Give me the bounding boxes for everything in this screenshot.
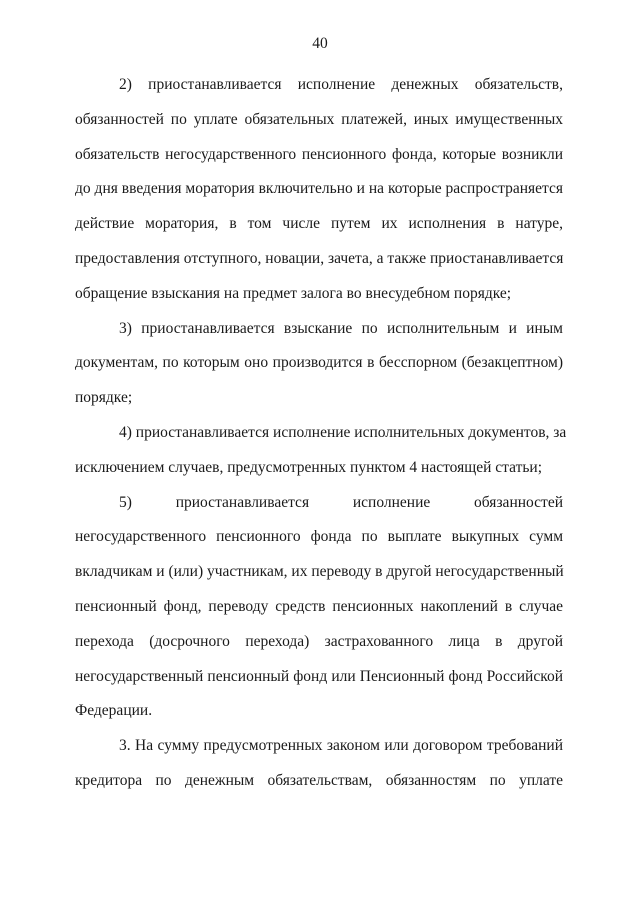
- text-line: обращение взыскания на предмет залога во внесудебном порядке;: [75, 284, 512, 302]
- text-line: негосударственного пенсионного фонда по выплате выкупных сумм: [75, 528, 563, 546]
- text-line: пенсионный фонд, переводу средств пенсионных накоплений в случае: [75, 597, 563, 615]
- text-line: кредитора по денежным обязательствам, обязанностям по уплате: [75, 771, 563, 789]
- text-line: 3. На сумму предусмотренных законом или договором требований: [119, 737, 563, 755]
- text-line: 2) приостанавливается исполнение денежных обязательств,: [119, 76, 563, 93]
- text-line: порядке;: [75, 389, 133, 407]
- paragraph-item-2: [75, 68, 563, 312]
- paragraph-item-3: [75, 312, 563, 416]
- paragraph-item-4: [75, 416, 567, 486]
- text-line: перехода (досрочного перехода) застрахованного лица в другой: [75, 632, 563, 650]
- text-line: документам, по которым оно производится в бесспорном (безакцептном): [75, 354, 563, 372]
- text-line: 3) приостанавливается взыскание по исполнительным и иным: [119, 319, 563, 337]
- text-line: обязанностей по уплате обязательных платежей, иных имущественных: [75, 110, 563, 128]
- paragraph-section-3: [75, 729, 563, 799]
- text-line: 4) приостанавливается исполнение исполнительных документов, за: [119, 423, 567, 441]
- paragraph-item-5: [75, 486, 563, 730]
- text-line: до дня введения моратория включительно и на которые распространяется: [75, 180, 563, 198]
- text-line: Федерации.: [75, 702, 153, 720]
- text-line: исключением случаев, предусмотренных пунктом 4 настоящей статьи;: [75, 458, 543, 476]
- document-body: [75, 68, 567, 799]
- text-line: негосударственный пенсионный фонд или Пенсионный фонд Российской: [75, 667, 563, 685]
- text-line: действие моратория, в том числе путем их исполнения в натуре,: [75, 215, 563, 233]
- text-line: 5) приостанавливается исполнение обязанностей: [119, 493, 563, 511]
- text-line: предоставления отступного, новации, зачета, а также приостанавливается: [75, 249, 564, 267]
- page-number: 40: [312, 35, 328, 52]
- text-line: вкладчикам и (или) участникам, их переводу в другой негосударственный: [75, 563, 564, 581]
- text-line: обязательств негосударственного пенсионного фонда, которые возникли: [75, 145, 563, 163]
